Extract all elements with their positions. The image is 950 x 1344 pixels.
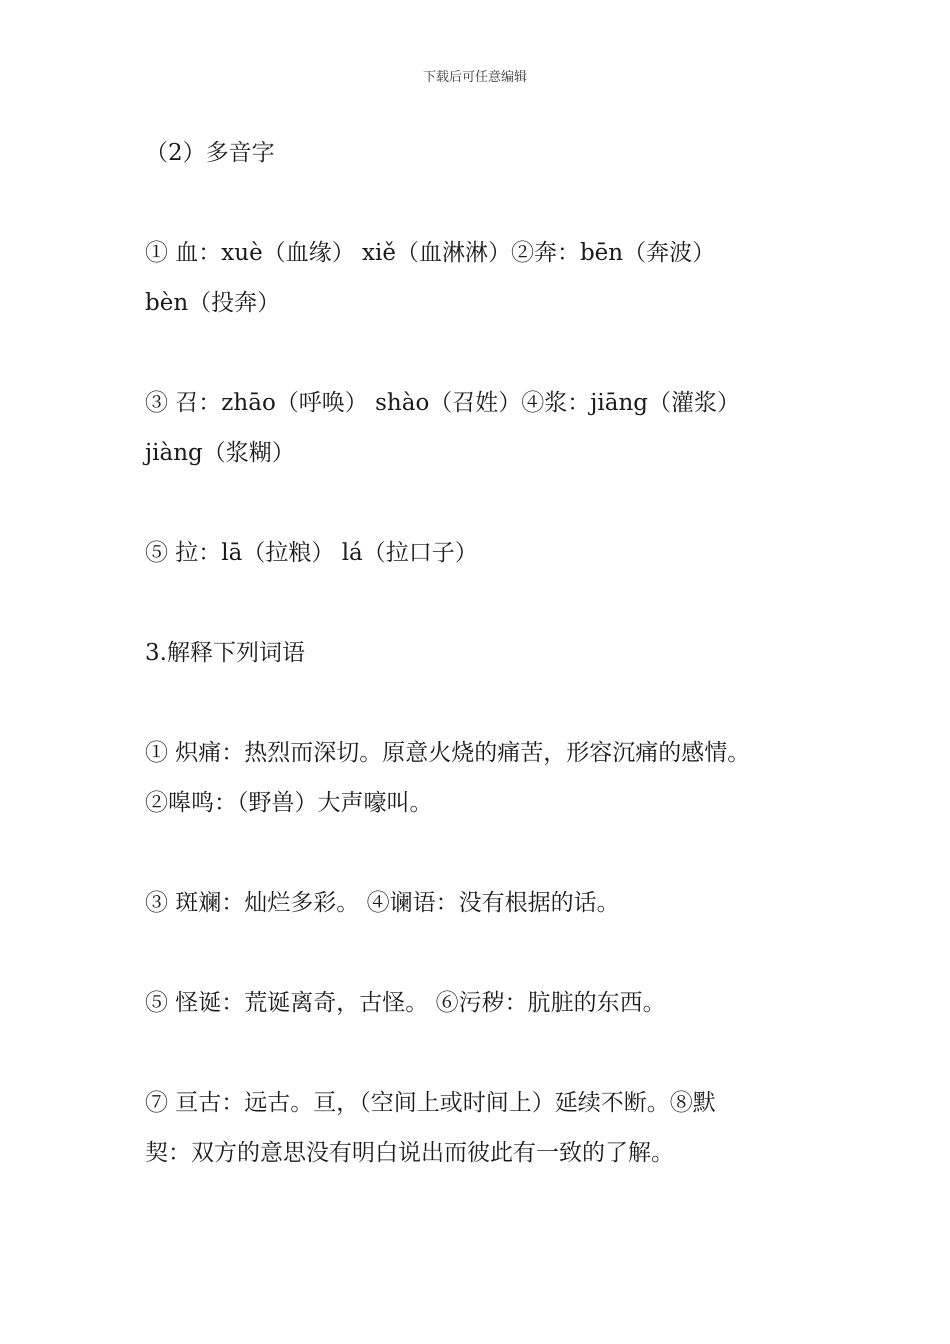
text-line: jiàng（浆糊）	[145, 440, 295, 466]
text-line: 契：双方的意思没有明白说出而彼此有一致的了解。	[145, 1140, 674, 1166]
text-line: ⑦ 亘古：远古。亘，（空间上或时间上）延续不断。⑧默	[145, 1090, 716, 1116]
text-line: ⑤ 怪诞：荒诞离奇，古怪。 ⑥污秽：肮脏的东西。	[145, 990, 666, 1016]
vocab-item-5-6	[145, 978, 845, 1028]
page-header: 下载后可任意编辑	[422, 70, 527, 85]
polyphonic-item-1-2	[145, 228, 845, 328]
text-line: （2）多音字	[145, 140, 275, 166]
polyphonic-item-3-4	[145, 378, 845, 478]
polyphonic-item-5	[145, 528, 845, 578]
text-line: ③ 斑斓：灿烂多彩。 ④谰语：没有根据的话。	[145, 890, 620, 916]
vocab-item-3-4	[145, 878, 845, 928]
vocab-item-1-2	[145, 728, 845, 828]
text-line: ① 炽痛：热烈而深切。原意火烧的痛苦，形容沉痛的感情。	[145, 740, 751, 766]
text-line: ⑤ 拉：lā（拉粮） lá（拉口子）	[145, 540, 478, 566]
heading-polyphonic	[145, 128, 845, 178]
text-line: 3.解释下列词语	[145, 640, 305, 666]
text-line: ③ 召：zhāo（呼唤） shào（召姓）④浆：jiāng（灌浆）	[145, 390, 741, 416]
text-line: bèn（投奔）	[145, 290, 281, 316]
heading-vocabulary	[145, 628, 845, 678]
vocab-item-7-8	[145, 1078, 845, 1178]
document-body	[145, 128, 845, 1228]
text-line: ②嗥鸣：（野兽）大声嚎叫。	[145, 790, 433, 816]
text-line: ① 血：xuè（血缘） xiě（血淋淋）②奔：bēn（奔波）	[145, 240, 716, 266]
